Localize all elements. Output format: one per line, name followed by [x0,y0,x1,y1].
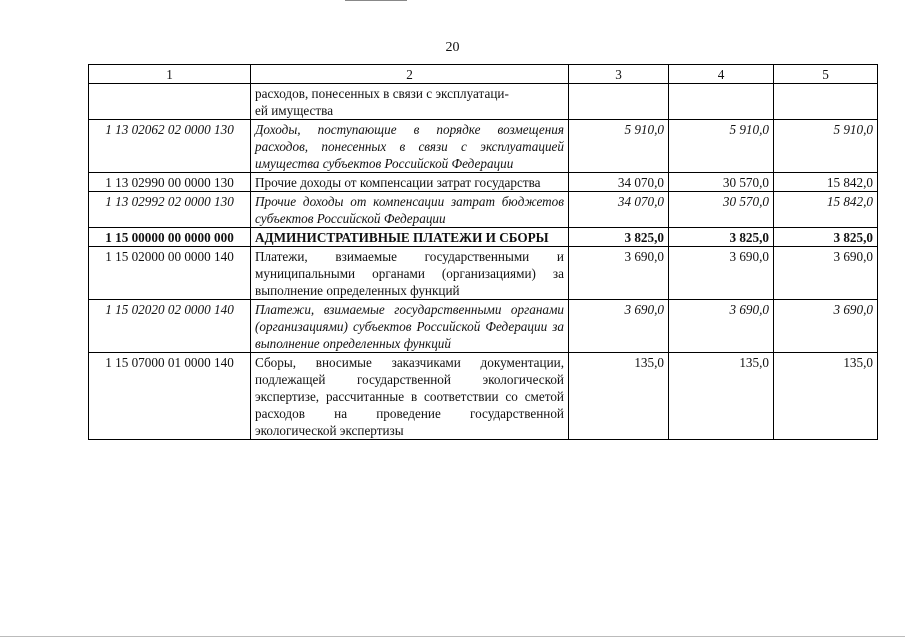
value-cell-3: 34 070,0 [569,173,669,192]
value-cell-3: 34 070,0 [569,192,669,228]
name-cell: Платежи, взимаемые государственными органами (организациями) субъектов Российской Федерации за выполнение определенных функций [251,300,569,353]
code-cell: 1 15 07000 01 0000 140 [89,353,251,440]
value-cell-4: 5 910,0 [669,120,774,173]
value-cell-4 [669,84,774,120]
value-cell-4: 135,0 [669,353,774,440]
name-cell: расходов, понесенных в связи с эксплуатаци- ей имущества [251,84,569,120]
value-cell-4: 30 570,0 [669,192,774,228]
value-cell-3 [569,84,669,120]
table-row [89,353,878,440]
name-cell: АДМИНИСТРАТИВНЫЕ ПЛАТЕЖИ И СБОРЫ [251,228,569,247]
name-cell: Сборы, вносимые заказчиками документации, подлежащей государственной экологической экспертизе, рассчитанные в соответствии со сметой расходов на проведение государственной экологической экспертизы [251,353,569,440]
table-row [89,120,878,173]
code-cell: 1 13 02062 02 0000 130 [89,120,251,173]
value-cell-5: 15 842,0 [774,192,878,228]
name-cell: Прочие доходы от компенсации затрат государства [251,173,569,192]
bottom-rule [0,636,905,637]
table-row [89,247,878,300]
code-cell: 1 13 02990 00 0000 130 [89,173,251,192]
value-cell-3: 3 825,0 [569,228,669,247]
value-cell-4: 3 690,0 [669,247,774,300]
top-rule [345,0,407,1]
value-cell-5: 5 910,0 [774,120,878,173]
value-cell-4: 30 570,0 [669,173,774,192]
value-cell-3: 135,0 [569,353,669,440]
value-cell-3: 3 690,0 [569,247,669,300]
budget-table [88,64,878,440]
value-cell-5: 3 690,0 [774,300,878,353]
table-row [89,228,878,247]
value-cell-5: 15 842,0 [774,173,878,192]
column-header-5: 5 [774,65,878,84]
column-header-4: 4 [669,65,774,84]
value-cell-3: 3 690,0 [569,300,669,353]
column-header-3: 3 [569,65,669,84]
name-cell: Платежи, взимаемые государственными и муниципальными органами (организациями) за выполнение определенных функций [251,247,569,300]
table-row [89,84,878,120]
value-cell-4: 3 690,0 [669,300,774,353]
name-cell: Прочие доходы от компенсации затрат бюджетов субъектов Российской Федерации [251,192,569,228]
table-row [89,192,878,228]
code-cell [89,84,251,120]
column-header-1: 1 [89,65,251,84]
value-cell-5: 3 825,0 [774,228,878,247]
value-cell-5: 3 690,0 [774,247,878,300]
table-row [89,300,878,353]
code-cell: 1 15 02020 02 0000 140 [89,300,251,353]
table-row [89,173,878,192]
page-number: 20 [445,40,460,55]
value-cell-3: 5 910,0 [569,120,669,173]
column-header-2: 2 [251,65,569,84]
value-cell-5 [774,84,878,120]
value-cell-5: 135,0 [774,353,878,440]
code-cell: 1 15 02000 00 0000 140 [89,247,251,300]
value-cell-4: 3 825,0 [669,228,774,247]
code-cell: 1 13 02992 02 0000 130 [89,192,251,228]
header-row [89,65,878,84]
name-cell: Доходы, поступающие в порядке возмещения расходов, понесенных в связи с эксплуатацией имущества субъектов Российской Федерации [251,120,569,173]
code-cell: 1 15 00000 00 0000 000 [89,228,251,247]
